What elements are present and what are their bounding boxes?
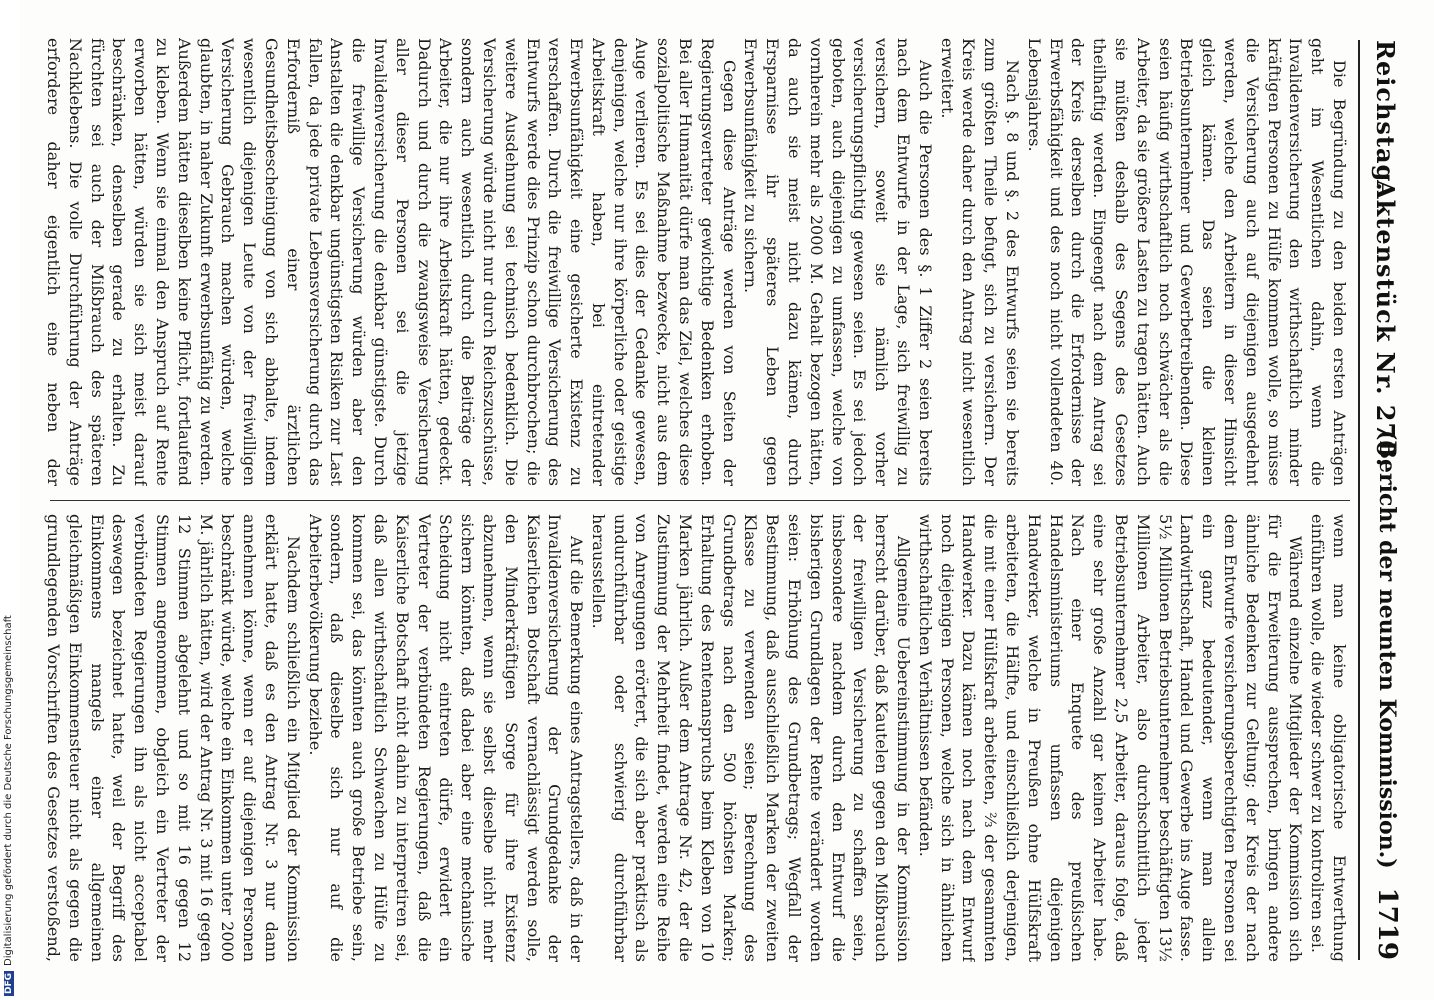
left-column (40, 38, 1350, 486)
page-content-rotated (20, 0, 1434, 1000)
column-divider (50, 500, 1350, 501)
dfg-logo: DFG (4, 972, 14, 994)
paragraph: Auch die Personen des §. 1 Ziffer 2 seien bereits nach dem Entwurfe in der Lage, sich freiwillig zu versichern, soweit sie nämlich vorher versicherungspflichtig gewesen seien. Es sei jedoch geboten, auch diejenigen zu umfassen, welche von vornherein mehr als 2000 M. Gehalt bezogen hätten, da auch sie meist nicht dazu kämen, durch Ersparnisse ihr späteres Leben gegen Erwerbsunfähigkeit zu sichern. (741, 38, 935, 486)
paragraph: Auf die Bemerkung eines Antragstellers, daß in der Invalidenversicherung der Grundgedanke der Kaiserlichen Botschaft vernachlässigt werden solle, den Minderkräftigen Sorge für ihre Existenz abzunehmen, wenn sie selbst dieselbe nicht mehr sichern könnten, daß dabei aber eine mechanische Scheidung nicht eintreten dürfe, erwidert ein Vertreter der verbündeten Regierungen, daß die Kaiserliche Botschaft nicht dahin zu interpretiren sei, daß allen wirthschaftlich Schwachen zu Hülfe zu kommen sei, das könnten auch große Betriebe sein, sondern, daß dieselbe sich nur auf die Arbeiterbevölkerung beziehe. (305, 514, 587, 962)
digitization-credit (0, 0, 20, 1000)
scanned-page (20, 0, 1434, 1000)
header-rule (1358, 40, 1360, 960)
credit-line (3, 615, 14, 996)
paragraph: wenn man keine obligatorische Entwerthung einführen wolle, die wieder schwer zu kontroliren sei. (1308, 514, 1349, 962)
right-column (40, 514, 1350, 962)
page-header (1364, 40, 1404, 960)
paragraph: Gegen diese Anträge werden von Seiten der Regierungsvertreter gewichtige Bedenken erhoben. Bei aller Humanität dürfe man das Ziel, welches diese sozialpolitische Maßnahme bezwecke, nicht aus dem Auge verlieren. Es sei dies der Gedanke gewesen, denjenigen, welche nur ihre körperliche oder geistige Arbeitskraft haben, bei eintretender Erwerbsunfähigkeit eine gesicherte Existenz zu verschaffen. Durch die freiwillige Versicherung des Entwurfs werde dies Prinzip schon durchbrochen; die weitere Ausdehnung sei technisch bedenklich. Die Versicherung würde nicht nur durch Reichszuschüsse, sondern auch wesentlich durch die Beiträge der Arbeiter, die nur ihre Arbeitskraft hätten, gedeckt. Dadurch und durch die zwangsweise Versicherung aller dieser Personen sei die jetzige Invalidenversicherung die denkbar günstigste. Durch die freiwillige Versicherung würden aber den Anstalten die denkbar ungünstigsten Risiken zur Last fallen, da jede private Lebensversicherung durch das Erforderniß einer ärztlichen Gesundheitsbescheinigung von sich abhalte, indem wesentlich diejenigen Leute von der freiwilligen Versicherung Gebrauch machen würden, welche glaubten, in naher Zukunft erwerbsunfähig zu werden. Außerdem hätten dieselben keine Pflicht, fortlaufend zu kleben. Wenn sie einmal den Anspruch auf Rente erworben hätten, würden sie sich meist darauf beschränken, denselben gerade zu erhalten. Zu fürchten sei auch der Mißbrauch des späteren Nachklebens. Die volle Durchführung der Anträge erfordere daher eigentlich eine neben der (43, 38, 739, 486)
header-document-number: Aktenstück Nr. 270. (1371, 180, 1400, 468)
paragraph: Nachdem schließlich ein Mitglied der Kommission erklärt hatte, daß es den Antrag Nr. 3 nur dann annehmen könne, wenn er auf diejenigen Personen beschränkt würde, welche ein Einkommen unter 2000 M. jährlich hätten, wird der Antrag Nr. 3 mit 16 gegen 12 Stimmen abgelehnt und so mit 16 gegen 12 Stimmen angenommen, obgleich ein Vertreter der verbündeten Regierungen ihn als nicht acceptabel deswegen bezeichnet hatte, weil der Begriff des Einkommens mangels einer allgemeinen gleichmäßigen Einkommensteuer nicht als gegen die grundlegenden Vorschriften des Gesetzes verstoßend, (43, 514, 303, 962)
paragraph: Während einzelne Mitglieder der Kommission sich für die Erweiterung aussprechen, bringen andere ähnliche Bedenken zur Geltung; der Kreis der nach dem Entwurfe versicherungsberechtigten Personen sei ein ganz bedeutender, wenn man allein Landwirthschaft, Handel und Gewerbe ins Auge fasse. 5½ Millionen Betriebsunternehmer beschäftigten 13½ Millionen Arbeiter, also durchschnittlich jeder Betriebsunternehmer 2,5 Arbeiter, daraus folge, daß eine sehr große Anzahl gar keinen Arbeiter habe. Nach einer Enquete des preußischen Handelsministeriums umfassen diejenigen Handwerker, welche in Preußen ohne Hülfskraft arbeiteten, die Hälfte, und einschließlich derjenigen, die mit einer Hülfskraft arbeiteten, ⅔ der gesammten Handwerker. Dazu kämen noch nach dem Entwurf noch diejenigen Personen, welche sich in ähnlichen wirthschaftlichen Verhältnissen befänden. (915, 514, 1306, 962)
paragraph: Allgemeine Uebereinstimmung in der Kommission herrscht darüber, daß Kautelen gegen den Mißbrauch der freiwilligen Versicherung zu schaffen seien, insbesondere nachdem durch den Entwurf die bisherigen Grundlagen der Rente verändert worden seien: Erhöhung des Grundbetrags; Wegfall der Bestimmung, daß ausschließlich Marken der zweiten Klasse zu verwenden seien; Berechnung des Grundbetrags nach den 500 höchsten Marken; Erhaltung des Rentenanspruchs beim Kleben von 10 Marken jährlich. Außer dem Antrage Nr. 42, der die Zustimmung der Mehrheit findet, werden eine Reihe von Anregungen erörtert, die sich aber praktisch als undurchführbar oder schwierig durchführbar herausstellen. (588, 514, 914, 962)
paragraph: Die Begründung zu den beiden ersten Anträgen geht im Wesentlichen dahin, wenn die Invalidenversicherung den wirthschaftlich minder kräftigen Personen zu Hülfe kommen wolle, so müsse die Versicherung auch auf diejenigen ausgedehnt werden, welche den Arbeitern in dieser Hinsicht gleich kämen. Das seien die kleinen Betriebsunternehmer und Gewerbetreibenden. Diese seien häufig wirthschaftlich noch schwächer als die Arbeiter, da sie größere Lasten zu tragen hätten. Auch sie müßten deshalb des Segens des Gesetzes theilhaftig werden. Eingeengt nach dem Antrag sei der Kreis derselben durch die Erfordernisse der Erwerbsfähigkeit und des noch nicht vollendeten 40. Lebensjahres. (1024, 38, 1349, 486)
header-report-title: (Bericht der neunten Kommission.) (1374, 430, 1400, 869)
paragraph: Nach §. 8 und §. 2 des Entwurfs seien sie bereits zum größten Theile befugt, sich zu versichern. Der Kreis werde daher durch den Antrag nicht wesentlich erweitert. (937, 38, 1023, 486)
credit-text: Digitalisierung gefördert durch die Deutsche Forschungsgemeinschaft (3, 615, 14, 966)
header-reichstag: Reichstag. (1371, 40, 1400, 192)
page-number: 1719 (1372, 887, 1402, 960)
